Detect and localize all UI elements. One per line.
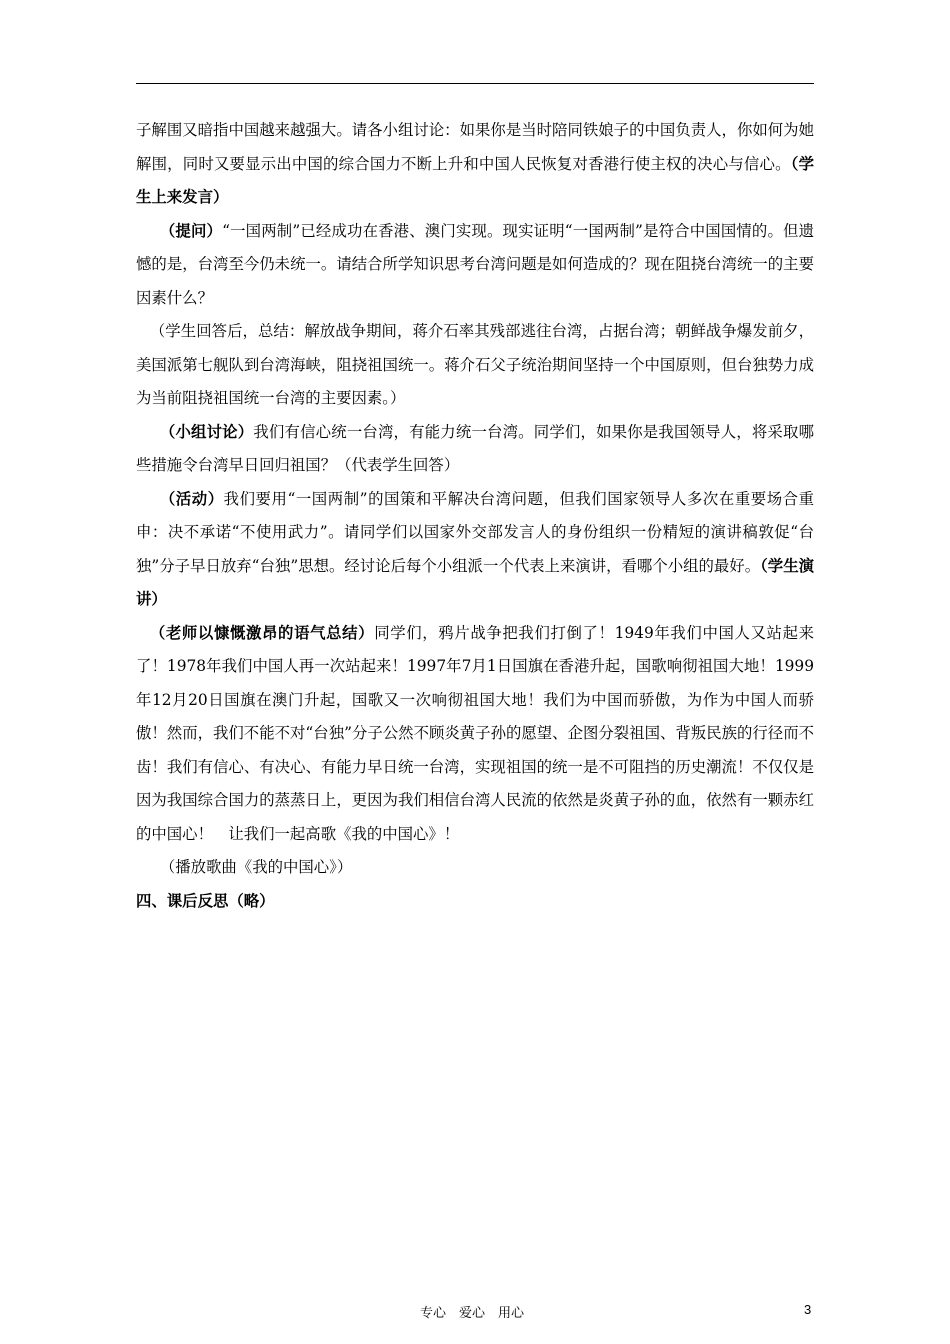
text-run: 我们要用“一国两制”的国策和平解决台湾问题，但我们国家领导人多次在重要场合重申：决不承诺“不使用武力”。请同学们以国家外交部发言人的身份组织一份精短的演讲稿敦促“台独”分子早日放弃“台独”思想。经讨论后每个小组派一个代表上来演讲，看哪个小组的最好。 [136, 489, 814, 575]
bold-run: （学生演讲） [136, 556, 814, 608]
text-run: 同学们，鸦片战争把我们打倒了！1949年我们中国人又站起来了！1978年我们中国人再一次站起来！1997年7月1日国旗在香港升起，国歌响彻祖国大地！1999年12月20日国旗在澳门升起，国歌又一次响彻祖国大地！我们为中国而骄傲，为作为中国人而骄傲！然而，我们不能不对“台独”分子公然不顾炎黄子孙的愿望、企图分裂祖国、背叛民族的行径而不齿！我们有信心、有决心、有能力早日统一台湾，实现祖国的统一是不可阻挡的历史潮流！不仅仅是因为我国综合国力的蒸蒸日上，更因为我们相信台湾人民流的依然是炎黄子孙的血，依然有一颗赤红的中国心！ 让我们一起高歌《我的中国心》！ [136, 623, 814, 843]
page-number: 3 [804, 1302, 812, 1317]
paragraph-7 [136, 851, 814, 885]
text-run: “一国两制”已经成功在香港、澳门实现。现实证明“一国两制”是符合中国国情的。但遗憾的是，台湾至今仍未统一。请结合所学知识思考台湾问题是如何造成的？现在阻挠台湾统一的主要因素什么？ [136, 221, 814, 307]
section-heading [136, 885, 814, 919]
bold-run: 四、课后反思（略） [136, 891, 275, 910]
text-run: （播放歌曲《我的中国心》） [159, 858, 353, 876]
paragraph-4 [136, 416, 814, 483]
bold-run: （老师以慷慨激昂的语气总结） [149, 623, 375, 642]
text-run: （学生回答后，总结：解放战争期间，蒋介石率其残部逃往台湾，占据台湾；朝鲜战争爆发前夕，美国派第七舰队到台湾海峡，阻挠祖国统一。蒋介石父子统治期间坚持一个中国原则，但台独势力成为当前阻挠祖国统一台湾的主要因素。） [136, 322, 814, 407]
header-rule [136, 83, 814, 84]
paragraph-6 [136, 617, 814, 852]
text-run: 子解围又暗指中国越来越强大。请各小组讨论：如果你是当时陪同铁娘子的中国负责人，你如何为她解围，同时又要显示出中国的综合国力不断上升和中国人民恢复对香港行使主权的决心与信心。 [136, 121, 814, 173]
paragraph-3 [136, 315, 814, 416]
text-run: 我们有信心统一台湾，有能力统一台湾。同学们，如果你是我国领导人，将采取哪些措施令台湾早日回归祖国？（代表学生回答） [136, 422, 814, 474]
bold-run: （学生上来发言） [136, 154, 814, 206]
paragraph-2 [136, 215, 814, 316]
bold-run: （提问） [159, 221, 223, 240]
document-body [136, 114, 814, 918]
bold-run: （活动） [159, 489, 224, 508]
paragraph-1 [136, 114, 814, 215]
bold-run: （小组讨论） [159, 422, 254, 441]
paragraph-5 [136, 483, 814, 617]
footer-motto: 专心 爱心 用心 [420, 1306, 525, 1321]
